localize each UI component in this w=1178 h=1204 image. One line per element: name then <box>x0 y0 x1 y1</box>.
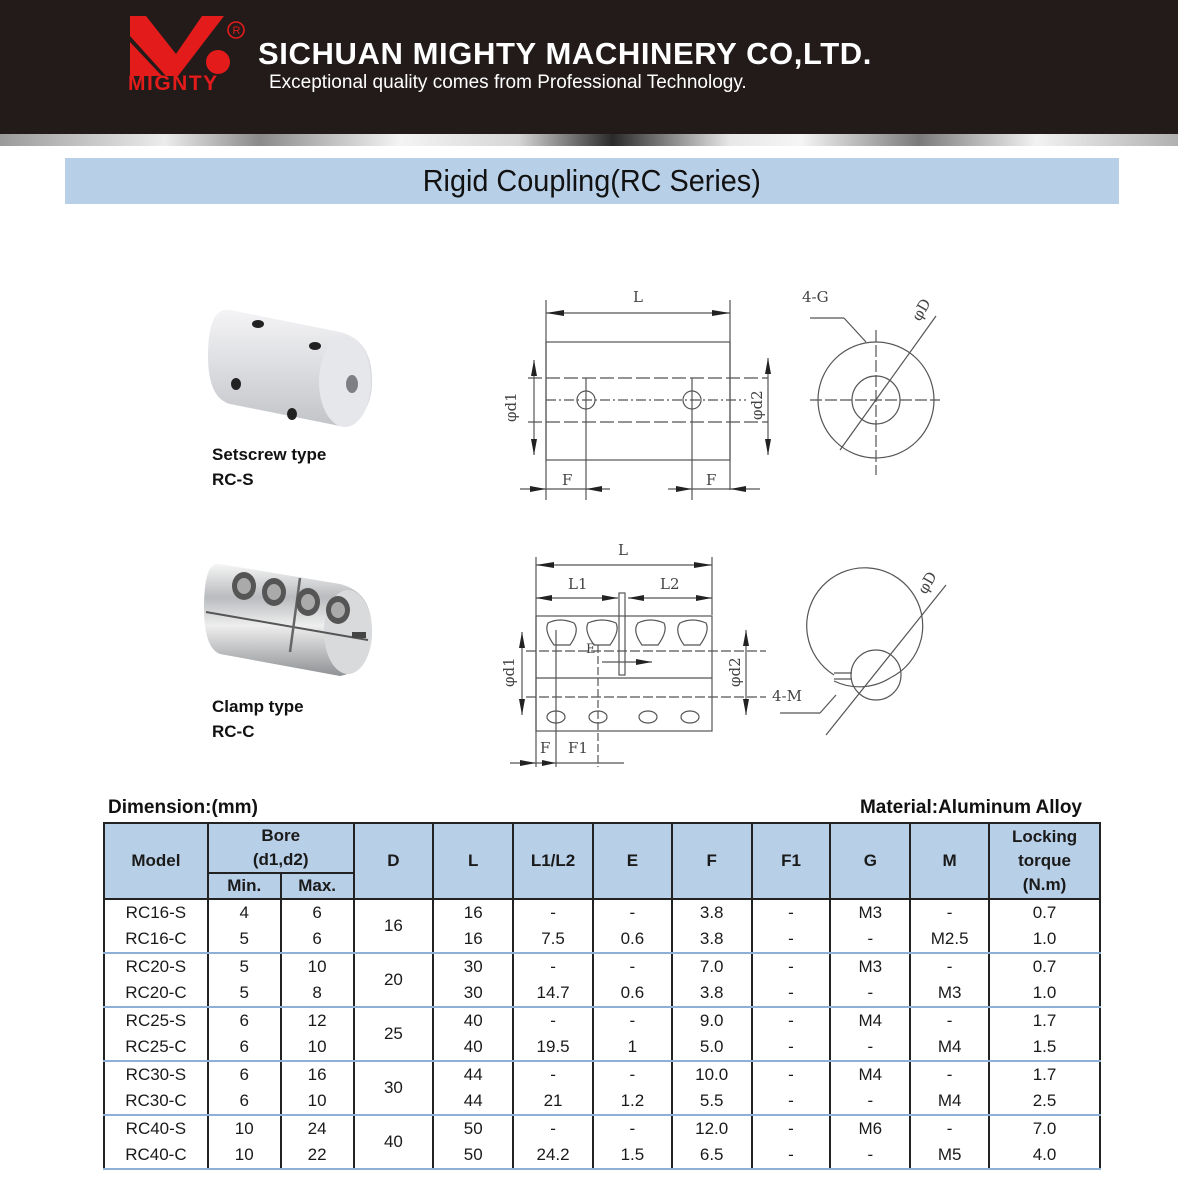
cell-F: 3.8 <box>672 926 752 953</box>
cell-E: 1.5 <box>593 1142 672 1169</box>
table-row <box>104 899 1100 926</box>
brand-name: MIGNTY <box>128 72 219 95</box>
cell-G: M3 <box>830 899 910 926</box>
cell-M: M5 <box>910 1142 989 1169</box>
cell-E: - <box>593 1115 672 1142</box>
cell-torque: 4.0 <box>989 1142 1100 1169</box>
dim-L1: L1 <box>568 575 588 593</box>
cell-F1: - <box>752 1007 831 1034</box>
header-torque <box>989 823 1100 899</box>
cell-G: - <box>830 1088 910 1115</box>
cell-model: RC30-C <box>104 1088 208 1115</box>
cell-F: 5.0 <box>672 1034 752 1061</box>
cell-min: 10 <box>208 1115 281 1142</box>
cell-E: 0.6 <box>593 980 672 1007</box>
cell-min: 4 <box>208 899 281 926</box>
cell-L1L2: 24.2 <box>513 1142 593 1169</box>
dim-d1: φd1 <box>500 657 518 687</box>
table-row <box>104 1115 1100 1142</box>
cell-D: 40 <box>354 1115 434 1169</box>
cell-F: 3.8 <box>672 899 752 926</box>
cell-F: 9.0 <box>672 1007 752 1034</box>
cell-G: M4 <box>830 1007 910 1034</box>
table-row <box>104 1007 1100 1034</box>
cell-model: RC30-S <box>104 1061 208 1088</box>
cell-max: 10 <box>281 953 354 980</box>
dim-L2: L2 <box>660 575 680 593</box>
header-banner <box>0 0 1178 136</box>
header-G: G <box>830 823 910 899</box>
cell-min: 6 <box>208 1007 281 1034</box>
cell-max: 24 <box>281 1115 354 1142</box>
company-name: SICHUAN MIGHTY MACHINERY CO,LTD. <box>258 36 872 71</box>
dim-F-right: F <box>706 471 717 489</box>
cell-model: RC20-C <box>104 980 208 1007</box>
header-torque-2: torque <box>1018 851 1071 870</box>
cell-min: 6 <box>208 1061 281 1088</box>
dim-E: E <box>586 642 596 657</box>
cell-torque: 1.0 <box>989 926 1100 953</box>
cell-M: M4 <box>910 1034 989 1061</box>
cell-min: 5 <box>208 926 281 953</box>
cell-D: 20 <box>354 953 434 1007</box>
cell-max: 10 <box>281 1088 354 1115</box>
page-title-bar <box>65 158 1119 204</box>
cell-F1: - <box>752 953 831 980</box>
cell-min: 6 <box>208 1088 281 1115</box>
tagline: Exceptional quality comes from Professional Technology. <box>269 72 747 93</box>
cell-F1: - <box>752 926 831 953</box>
table-row <box>104 980 1100 1007</box>
table-row <box>104 1034 1100 1061</box>
header-min: Min. <box>208 873 281 899</box>
cell-G: - <box>830 980 910 1007</box>
cell-F: 3.8 <box>672 980 752 1007</box>
table-row <box>104 926 1100 953</box>
cell-L1L2: - <box>513 1115 593 1142</box>
cell-max: 12 <box>281 1007 354 1034</box>
table-row <box>104 1061 1100 1088</box>
header-model: Model <box>104 823 208 899</box>
dim-F1: F1 <box>568 739 588 757</box>
dim-F: F <box>540 739 551 757</box>
header-D: D <box>354 823 434 899</box>
dim-F-left: F <box>562 471 573 489</box>
cell-M: M4 <box>910 1088 989 1115</box>
cell-torque: 1.7 <box>989 1061 1100 1088</box>
cell-D: 30 <box>354 1061 434 1115</box>
cell-L: 30 <box>433 953 513 980</box>
header-E: E <box>593 823 672 899</box>
cell-max: 16 <box>281 1061 354 1088</box>
cell-M: - <box>910 1061 989 1088</box>
cell-torque: 1.0 <box>989 980 1100 1007</box>
material-label: Material:Aluminum Alloy <box>859 797 1082 818</box>
cell-E: - <box>593 1007 672 1034</box>
cell-F: 7.0 <box>672 953 752 980</box>
dim-d2: φd2 <box>748 390 766 420</box>
cell-F1: - <box>752 1088 831 1115</box>
cell-F1: - <box>752 899 831 926</box>
header-F: F <box>672 823 752 899</box>
cell-E: 1.2 <box>593 1088 672 1115</box>
dim-D: φD <box>907 295 935 324</box>
clamp-coupling-photo <box>200 548 380 688</box>
cell-M: M3 <box>910 980 989 1007</box>
cell-F1: - <box>752 1115 831 1142</box>
cell-F1: - <box>752 1061 831 1088</box>
cell-E: 0.6 <box>593 926 672 953</box>
cell-L1L2: - <box>513 1061 593 1088</box>
header-L1L2: L1/L2 <box>513 823 593 899</box>
dim-d2: φd2 <box>726 657 744 687</box>
dim-D: φD <box>913 568 941 597</box>
cell-F1: - <box>752 980 831 1007</box>
svg-text:R: R <box>232 25 241 37</box>
cell-max: 8 <box>281 980 354 1007</box>
cell-G: - <box>830 1142 910 1169</box>
setscrew-type-label: Setscrew type <box>212 445 327 464</box>
metallic-divider <box>0 134 1178 146</box>
cell-max: 10 <box>281 1034 354 1061</box>
cell-F1: - <box>752 1034 831 1061</box>
cell-G: M3 <box>830 953 910 980</box>
cell-torque: 7.0 <box>989 1115 1100 1142</box>
cell-L: 44 <box>433 1061 513 1088</box>
cell-F: 10.0 <box>672 1061 752 1088</box>
cell-torque: 2.5 <box>989 1088 1100 1115</box>
header-bore-sub: (d1,d2) <box>252 850 309 869</box>
setscrew-model-label: RC-S <box>212 470 254 489</box>
cell-L1L2: 7.5 <box>513 926 593 953</box>
cell-E: - <box>593 899 672 926</box>
setscrew-coupling-photo <box>200 292 380 442</box>
cell-L: 44 <box>433 1088 513 1115</box>
dim-4G: 4-G <box>802 288 829 306</box>
cell-L1L2: - <box>513 953 593 980</box>
cell-L1L2: 14.7 <box>513 980 593 1007</box>
spec-table <box>103 822 1101 1170</box>
cell-F: 5.5 <box>672 1088 752 1115</box>
dim-L: L <box>633 288 643 306</box>
setscrew-technical-drawing <box>490 280 960 505</box>
cell-max: 6 <box>281 926 354 953</box>
cell-E: 1 <box>593 1034 672 1061</box>
header-F1: F1 <box>752 823 831 899</box>
header-M: M <box>910 823 989 899</box>
table-row <box>104 953 1100 980</box>
cell-model: RC25-S <box>104 1007 208 1034</box>
cell-L: 50 <box>433 1115 513 1142</box>
dim-L: L <box>618 541 628 559</box>
cell-torque: 1.5 <box>989 1034 1100 1061</box>
cell-G: M6 <box>830 1115 910 1142</box>
table-row <box>104 1142 1100 1169</box>
cell-model: RC25-C <box>104 1034 208 1061</box>
cell-model: RC16-C <box>104 926 208 953</box>
header-max: Max. <box>281 873 354 899</box>
clamp-caption <box>212 694 304 744</box>
cell-L1L2: - <box>513 1007 593 1034</box>
header-bore <box>208 823 354 873</box>
cell-torque: 0.7 <box>989 953 1100 980</box>
cell-L: 50 <box>433 1142 513 1169</box>
dimension-label: Dimension:(mm) <box>108 797 258 818</box>
header-L: L <box>433 823 513 899</box>
cell-model: RC20-S <box>104 953 208 980</box>
cell-M: - <box>910 899 989 926</box>
dim-4M: 4-M <box>772 687 802 705</box>
cell-E: - <box>593 953 672 980</box>
page-title: Rigid Coupling(RC Series) <box>422 163 762 198</box>
cell-M: M2.5 <box>910 926 989 953</box>
cell-min: 6 <box>208 1034 281 1061</box>
cell-L: 16 <box>433 899 513 926</box>
clamp-model-label: RC-C <box>212 722 255 741</box>
cell-F: 6.5 <box>672 1142 752 1169</box>
cell-D: 16 <box>354 899 434 953</box>
cell-torque: 1.7 <box>989 1007 1100 1034</box>
cell-G: - <box>830 1034 910 1061</box>
cell-M: - <box>910 953 989 980</box>
cell-L1L2: 21 <box>513 1088 593 1115</box>
cell-F1: - <box>752 1142 831 1169</box>
cell-M: - <box>910 1115 989 1142</box>
header-torque-3: (N.m) <box>1022 875 1067 894</box>
header-torque-1: Locking <box>1011 827 1078 846</box>
cell-M: - <box>910 1007 989 1034</box>
dim-d1: φd1 <box>502 392 520 422</box>
cell-L: 30 <box>433 980 513 1007</box>
cell-min: 10 <box>208 1142 281 1169</box>
cell-F: 12.0 <box>672 1115 752 1142</box>
cell-model: RC40-C <box>104 1142 208 1169</box>
cell-G: - <box>830 926 910 953</box>
clamp-technical-drawing <box>490 535 960 770</box>
cell-L: 40 <box>433 1034 513 1061</box>
clamp-type-label: Clamp type <box>212 697 304 716</box>
cell-E: - <box>593 1061 672 1088</box>
cell-L1L2: 19.5 <box>513 1034 593 1061</box>
cell-D: 25 <box>354 1007 434 1061</box>
cell-torque: 0.7 <box>989 899 1100 926</box>
cell-L: 40 <box>433 1007 513 1034</box>
cell-L: 16 <box>433 926 513 953</box>
cell-max: 6 <box>281 899 354 926</box>
header-bore-label: Bore <box>261 826 301 845</box>
cell-min: 5 <box>208 980 281 1007</box>
cell-model: RC16-S <box>104 899 208 926</box>
setscrew-caption <box>212 442 326 492</box>
table-row <box>104 1088 1100 1115</box>
cell-max: 22 <box>281 1142 354 1169</box>
cell-G: M4 <box>830 1061 910 1088</box>
cell-min: 5 <box>208 953 281 980</box>
cell-L1L2: - <box>513 899 593 926</box>
cell-model: RC40-S <box>104 1115 208 1142</box>
